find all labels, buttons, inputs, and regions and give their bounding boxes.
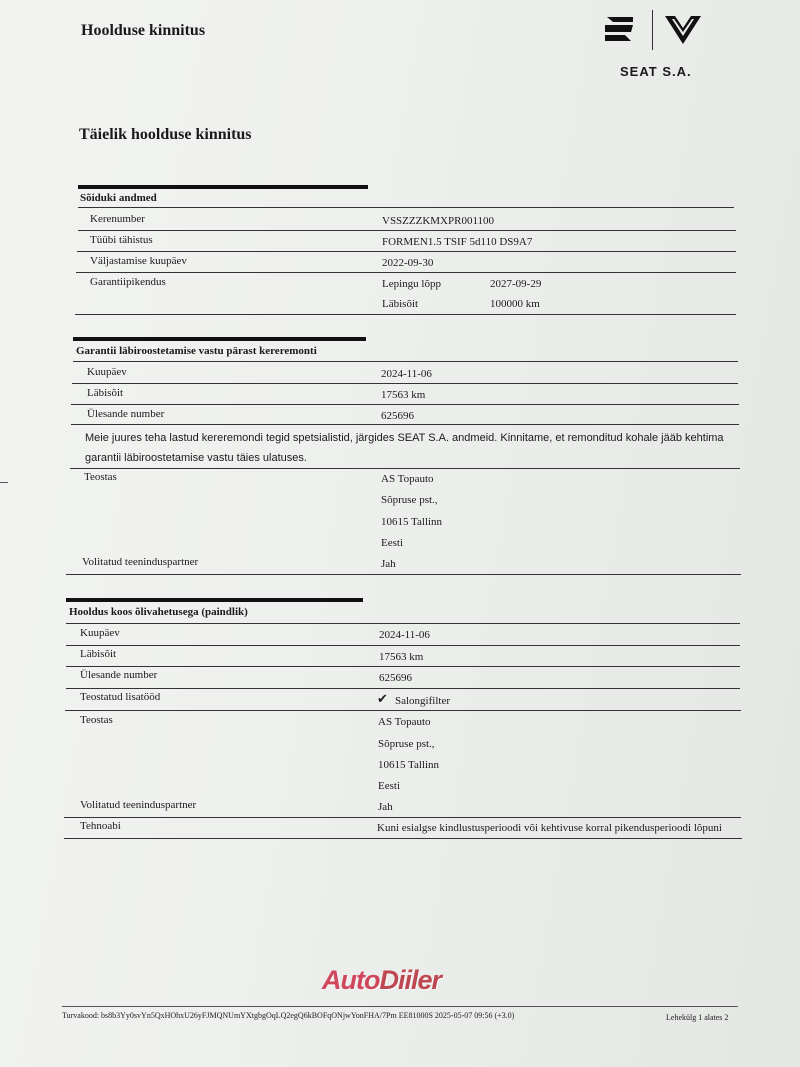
seat-logo-icon xyxy=(603,15,635,43)
value-contract-end: 2027-09-29 xyxy=(490,278,542,290)
value-authorized-partner: Jah xyxy=(381,558,396,570)
divider xyxy=(73,361,738,362)
section-bar xyxy=(78,185,368,189)
value-date: 2024-11-06 xyxy=(381,368,432,380)
divider xyxy=(71,404,739,405)
label-performed-by: Teostas xyxy=(80,714,113,726)
cupra-logo-icon xyxy=(664,14,702,46)
value-type: FORMEN1.5 TSIF 5d110 DS9A7 xyxy=(382,236,533,248)
logo-separator xyxy=(652,10,653,50)
page-subtitle: Täielik hoolduse kinnitus xyxy=(79,126,252,143)
corrosion-note: Meie juures teha lastud kereremondi tegid spetsialistid, järgides SEAT S.A. andmeid. Kinnitame, et remonditud kohale jääb kehtima garantii läbiroostetamise vastu täies ulatuses. xyxy=(85,432,724,464)
label-authorized-partner: Volitatud teeninduspartner xyxy=(80,799,197,811)
divider xyxy=(75,314,736,315)
section-title-vehicle: Sõiduki andmed xyxy=(80,192,157,204)
value-job-number: 625696 xyxy=(379,672,412,684)
divider xyxy=(78,230,736,231)
label-mileage: Läbisõit xyxy=(87,387,124,399)
divider xyxy=(76,272,736,273)
value-issue-date: 2022-09-30 xyxy=(382,257,434,269)
value-technical-help: Kuni esialgse kindlustusperioodi või kehtivuse korral pikendusperioodi lõpuni xyxy=(377,822,722,834)
value-authorized-partner: Jah xyxy=(378,801,393,813)
label-mileage: Läbisõit xyxy=(80,648,117,660)
label-date: Kuupäev xyxy=(80,627,120,639)
footer-page-number: Lehekülg 1 alates 2 xyxy=(666,1013,729,1022)
value-job-number: 625696 xyxy=(381,410,414,422)
value-extra-work: Salongifilter xyxy=(395,695,450,707)
document-title: Hoolduse kinnitus xyxy=(81,22,206,39)
value-vin: VSSZZZKMXPR001100 xyxy=(382,215,495,227)
divider xyxy=(64,838,742,839)
divider xyxy=(65,710,741,711)
divider xyxy=(66,623,740,624)
value-warranty-mileage: 100000 km xyxy=(490,298,540,310)
label-contract-end: Lepingu lõpp xyxy=(382,278,441,290)
section-title-service: Hooldus koos õlivahetusega (paindlik) xyxy=(69,606,248,618)
performer-name: AS Topauto xyxy=(378,716,431,728)
label-warranty-mileage: Läbisõit xyxy=(382,298,419,310)
watermark-part1: Auto xyxy=(322,965,380,995)
divider xyxy=(66,666,740,667)
performer-city: 10615 Tallinn xyxy=(381,516,443,528)
divider xyxy=(72,383,738,384)
divider xyxy=(66,645,740,646)
value-mileage: 17563 km xyxy=(379,651,424,663)
divider xyxy=(64,817,741,818)
autodiiler-watermark xyxy=(322,965,441,996)
label-job-number: Ülesande number xyxy=(87,408,165,420)
divider xyxy=(77,251,736,252)
value-mileage: 17563 km xyxy=(381,389,426,401)
brand-label: SEAT S.A. xyxy=(620,64,692,79)
label-authorized-partner: Volitatud teeninduspartner xyxy=(82,556,199,568)
edge-mark xyxy=(0,482,8,483)
value-date: 2024-11-06 xyxy=(379,629,430,641)
divider xyxy=(66,688,740,689)
divider xyxy=(78,207,734,208)
performer-street: Sõpruse pst., xyxy=(378,738,435,750)
label-vin: Kerenumber xyxy=(90,213,145,225)
label-performed-by: Teostas xyxy=(84,471,117,483)
performer-country: Eesti xyxy=(381,537,403,549)
footer-security-code: Turvakood: bs8b3Yy0svYn5QxHOhxU26yFJMQNUmYXtgbgOqLQ2egQ6kBOFqONjwYonFHA/7Pm EE81000S 2025-05-07 09:56 (+3.0) xyxy=(62,1011,515,1020)
section-bar xyxy=(66,598,363,602)
label-issue-date: Väljastamise kuupäev xyxy=(90,255,187,267)
label-date: Kuupäev xyxy=(87,366,127,378)
divider xyxy=(71,424,739,425)
performer-street: Sõpruse pst., xyxy=(381,494,438,506)
section-title-corrosion: Garantii läbiroostetamise vastu pärast kereremonti xyxy=(76,345,317,357)
footer-divider xyxy=(62,1006,738,1007)
performer-name: AS Topauto xyxy=(381,473,434,485)
watermark-part2: Diiler xyxy=(379,965,442,995)
checkmark-icon: ✔ xyxy=(377,691,388,706)
divider xyxy=(66,574,741,575)
label-technical-help: Tehnoabi xyxy=(80,820,121,832)
section-bar xyxy=(73,337,366,341)
performer-country: Eesti xyxy=(378,780,400,792)
label-warranty-extension: Garantiipikendus xyxy=(90,276,166,288)
label-job-number: Ülesande number xyxy=(80,669,158,681)
divider xyxy=(70,468,740,469)
performer-city: 10615 Tallinn xyxy=(378,759,440,771)
label-extra-work: Teostatud lisatööd xyxy=(80,691,161,703)
label-type: Tüübi tähistus xyxy=(90,234,153,246)
